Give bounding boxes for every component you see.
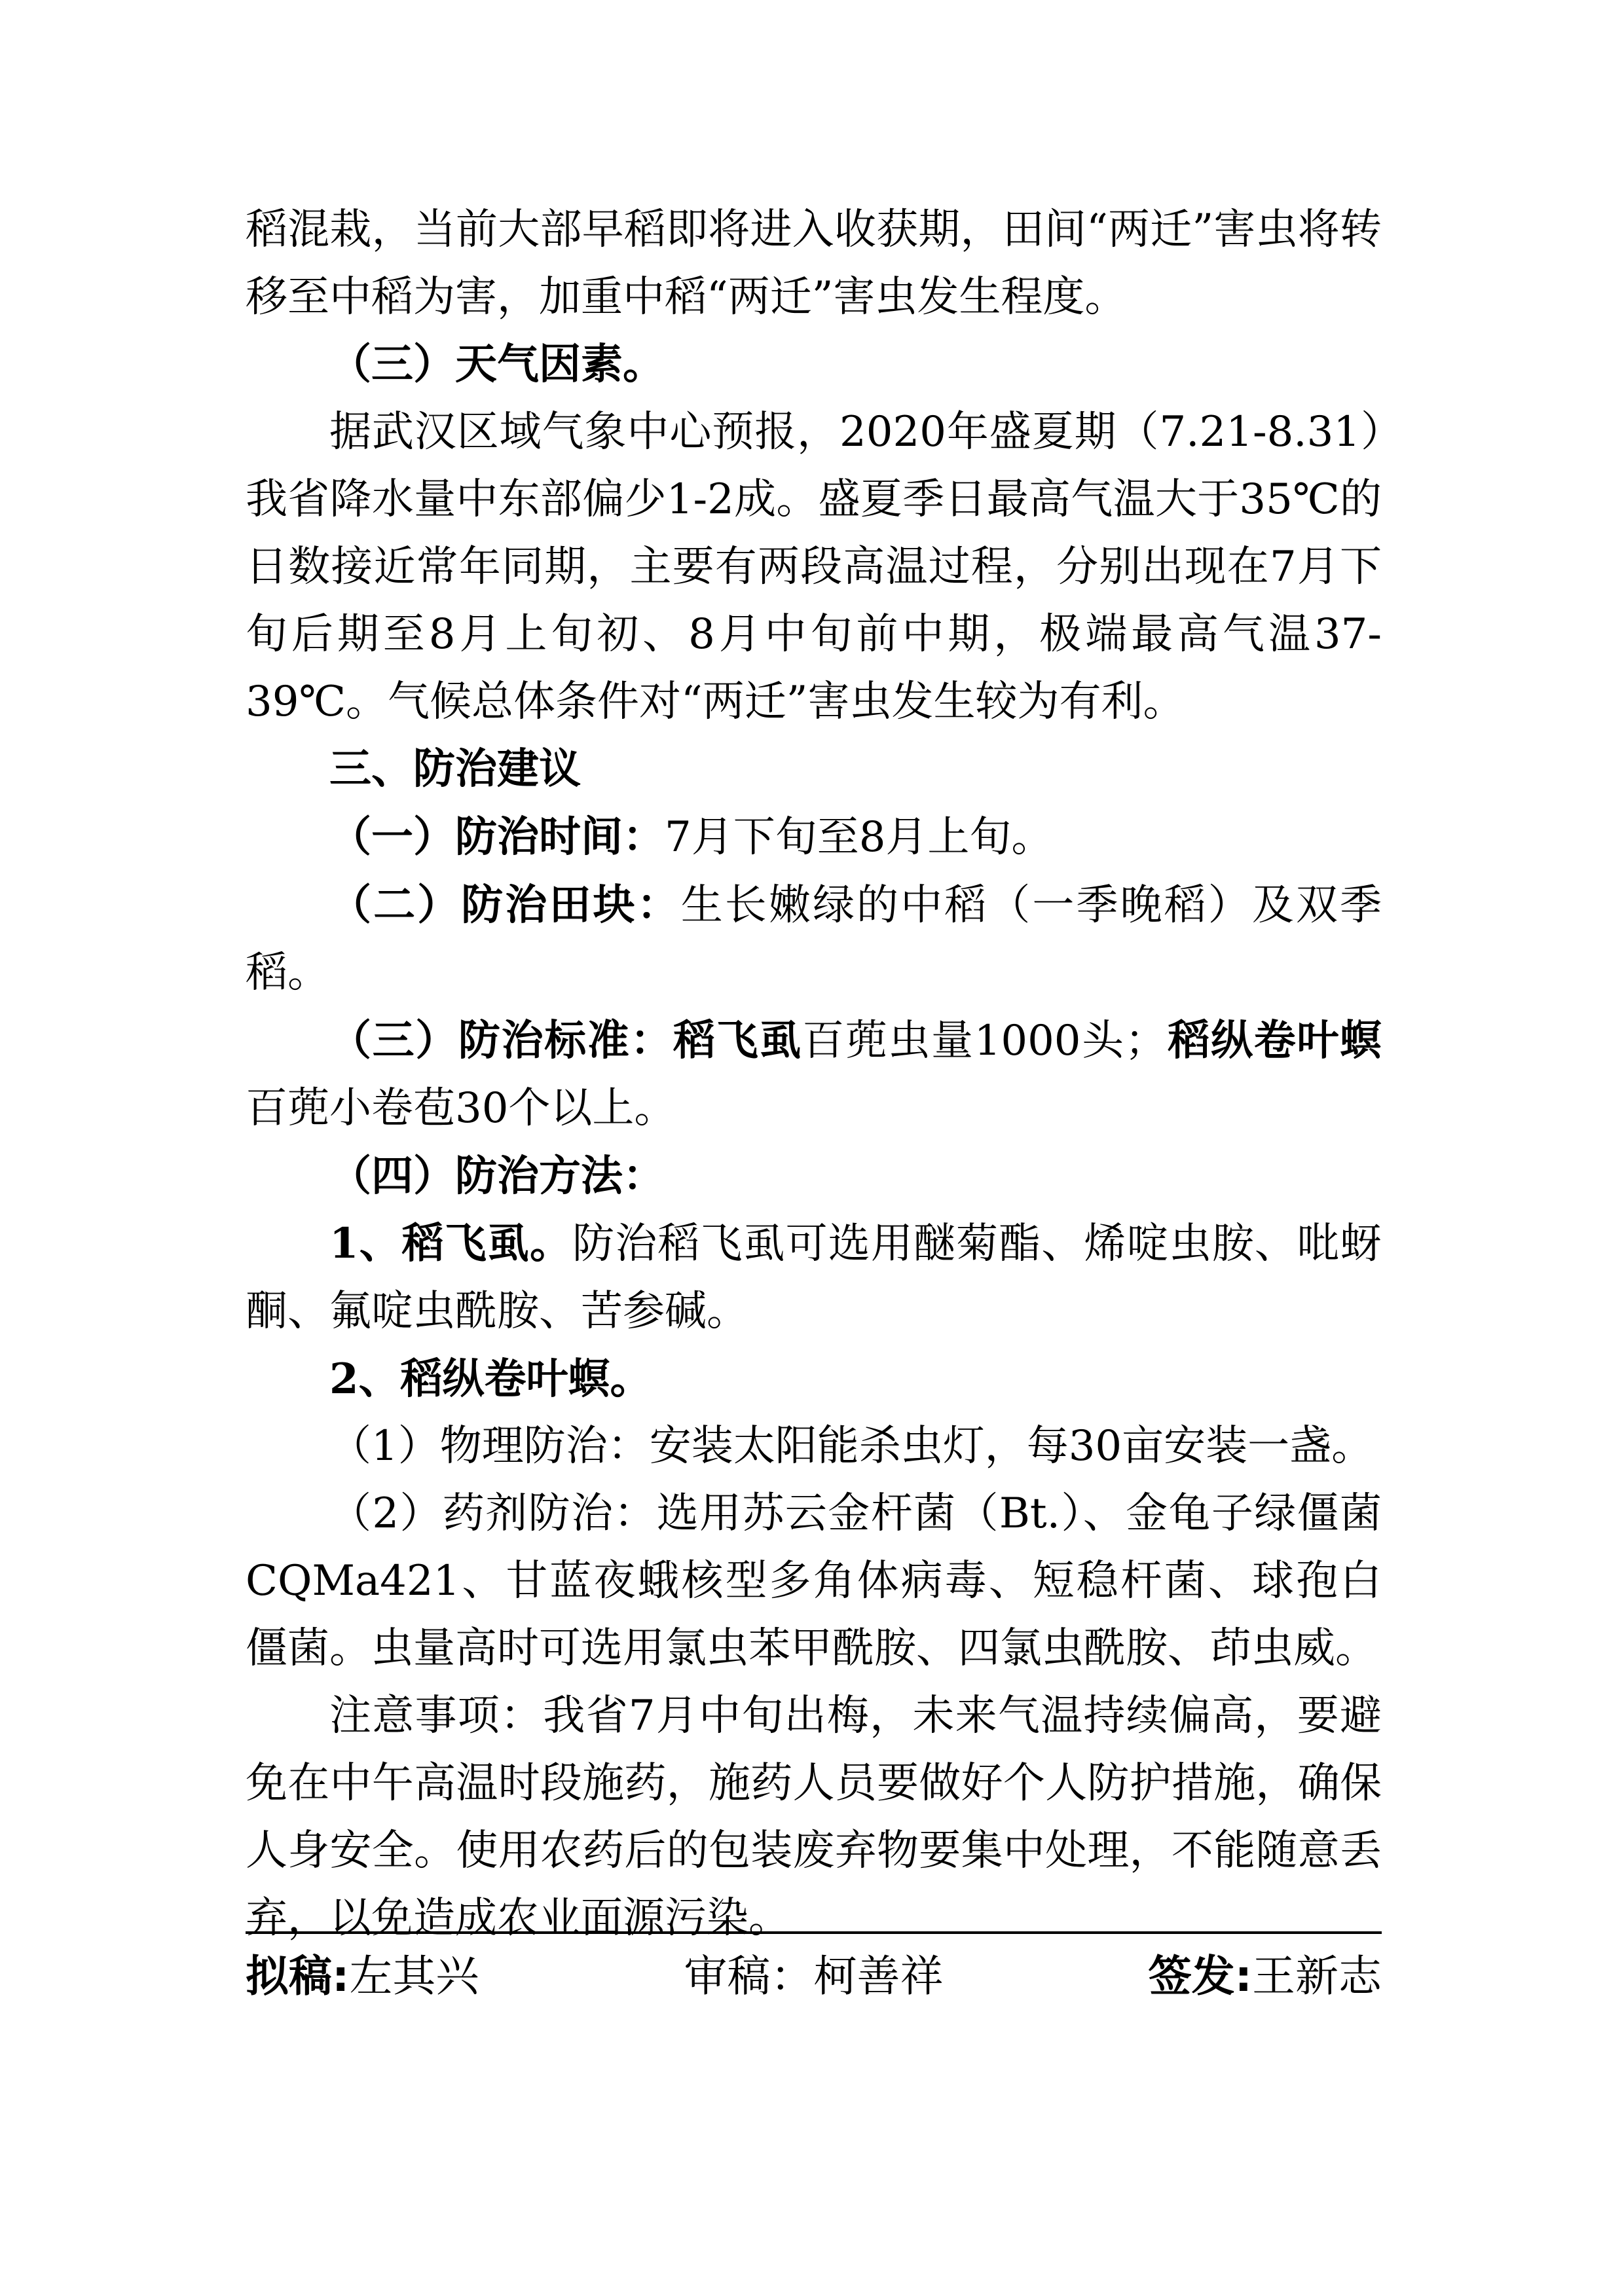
drafter-label: 拟稿: — [246, 1951, 350, 2001]
paragraph-method-bph — [246, 1210, 1382, 1345]
signature-footer — [246, 1931, 1382, 2013]
paragraph-control-time — [246, 803, 1382, 871]
issuer — [1149, 1941, 1382, 2013]
standard-bph-text: 百蔸虫量1000头； — [802, 1017, 1167, 1065]
paragraph-chemical-control: （2）药剂防治：选用苏云金杆菌（Bt.）、金龟子绿僵菌CQMa421、甘蓝夜蛾核型多角体病毒、短稳杆菌、球孢白僵菌。虫量高时可选用氯虫苯甲酰胺、四氯虫酰胺、茚虫威。 — [246, 1489, 1382, 1673]
heading-control-method: （四）防治方法： — [329, 1152, 665, 1201]
heading-method-rlf: 2、稻纵卷叶螟。 — [329, 1355, 652, 1404]
standard-rlf-label: 稻纵卷叶螟 — [1166, 1016, 1382, 1065]
method-bph-label: 1、稻飞虱。 — [329, 1219, 573, 1268]
standard-bph-label: 稻飞虱 — [673, 1016, 803, 1065]
reviewer-name: 柯善祥 — [813, 1951, 944, 2001]
issuer-label: 签发: — [1148, 1951, 1252, 2001]
control-fields-text: 生长嫩绿的中稻（一季晚稻）及双季稻。 — [246, 881, 1382, 997]
paragraph-notes: 注意事项：我省7月中旬出梅，未来气温持续偏高，要避免在中午高温时段施药，施药人员要做好个人防护措施，确保人身安全。使用农药后的包装废弃物要集中处理，不能随意丢弃，以免造成农业面源污染。 — [246, 1692, 1382, 1942]
reviewer — [684, 1941, 944, 2013]
standard-rlf-text: 百蔸小卷苞30个以上。 — [246, 1084, 676, 1133]
reviewer-label: 审稿： — [684, 1951, 814, 2001]
paragraph-weather: 据武汉区域气象中心预报，2020年盛夏期（7.21-8.31）我省降水量中东部偏少1-2成。盛夏季日最高气温大于35℃的日数接近常年同期，主要有两段高温过程，分别出现在7月下旬后期至8月上旬初、8月中旬前中期，极端最高气温37-39℃。气候总体条件对“两迁”害虫发生较为有利。 — [246, 408, 1382, 726]
paragraph-physical-control: （1）物理防治：安装太阳能杀虫灯，每30亩安装一盏。 — [329, 1422, 1374, 1470]
control-standard-label: （三）防治标准： — [329, 1016, 674, 1065]
section-heading-control-advice: 三、防治建议 — [329, 745, 581, 793]
paragraph-control-standard — [246, 1007, 1382, 1142]
drafter — [246, 1941, 479, 2013]
heading-weather-factors: （三）天气因素。 — [329, 340, 665, 389]
drafter-name: 左其兴 — [349, 1951, 479, 2001]
paragraph-continuation: 稻混栽，当前大部早稻即将进入收获期，田间“两迁”害虫将转移至中稻为害，加重中稻“两迁”害虫发生程度。 — [246, 206, 1382, 321]
control-time-text: 7月下旬至8月上旬。 — [665, 813, 1054, 862]
method-bph-text: 防治稻飞虱可选用醚菊酯、烯啶虫胺、吡蚜酮、氟啶虫酰胺、苦参碱。 — [246, 1220, 1382, 1336]
control-time-label: （一）防治时间： — [329, 812, 665, 862]
document-body — [246, 196, 1382, 1952]
paragraph-control-fields — [246, 871, 1382, 1007]
issuer-name: 王新志 — [1252, 1951, 1382, 2001]
control-fields-label: （二）防治田块： — [329, 881, 681, 930]
